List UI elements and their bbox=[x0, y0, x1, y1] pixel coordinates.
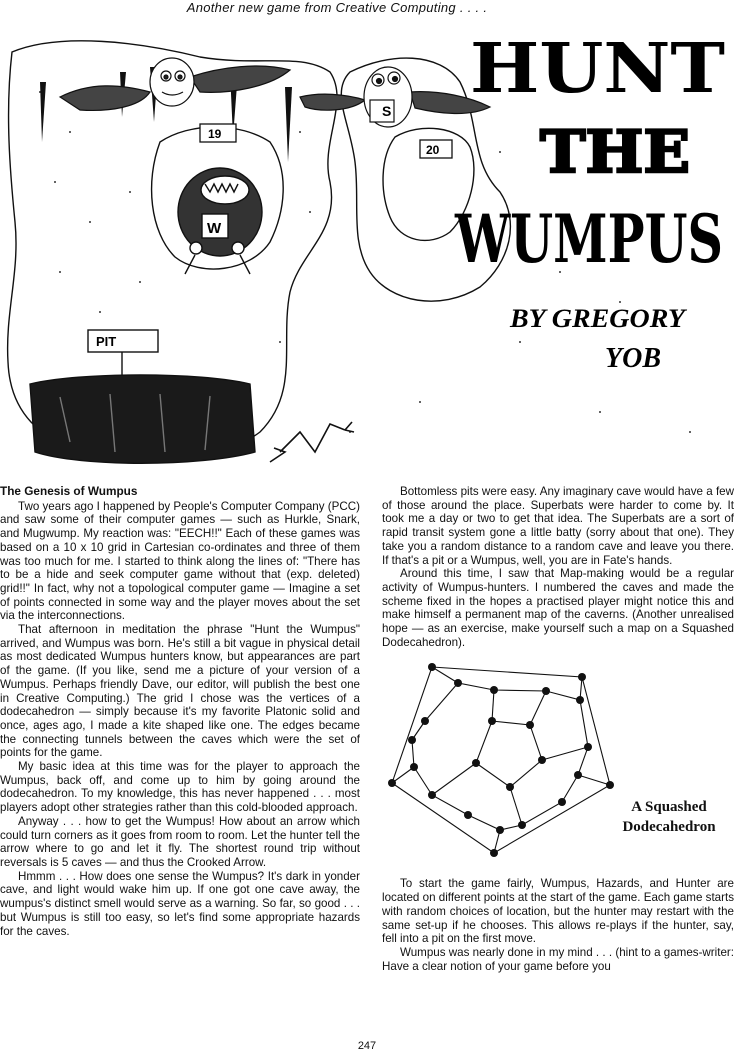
article-column-left bbox=[0, 485, 360, 938]
byline-name: BY GREGORY bbox=[508, 304, 688, 333]
cave-number-20: 20 bbox=[426, 143, 440, 157]
title-hunt: HUNT bbox=[470, 29, 725, 109]
superbat-drawing bbox=[300, 67, 490, 127]
bat-left-drawing bbox=[60, 58, 290, 110]
title-illustration bbox=[0, 12, 734, 477]
pit-sign-text: PIT bbox=[96, 334, 117, 349]
tagline-text: Another new game from Creative Computing . . . . bbox=[186, 0, 488, 15]
paragraph: Around this time, I saw that Map-making would be a regular activity of Wumpus-hunters. I numbered the caves and made the scheme fixed in the hopes a practised player might notice this and make himself a permanent map of the caverns. (Another unrealised hope — as an exercise, make yourself such a map on a Squashed Dodecahedron). bbox=[382, 567, 734, 649]
wumpus-badge-letter: W bbox=[207, 220, 222, 237]
article-column-right bbox=[382, 485, 734, 973]
title-wumpus: WUMPUS bbox=[454, 200, 723, 278]
dodecahedron-graph bbox=[382, 655, 732, 875]
title-the: THE bbox=[540, 118, 690, 186]
bat-badge-letter: S bbox=[382, 103, 392, 119]
paragraph: Wumpus was nearly done in my mind . . . (hint to a games-writer: Have a clear notion of your game before you bbox=[382, 945, 734, 973]
section-heading: The Genesis of Wumpus bbox=[0, 484, 138, 498]
paragraph: Two years ago I happened by People's Computer Company (PCC) and saw some of their computer games — such as Hurkle, Snark, and Mugwump. My reaction was: "EECH!!" Each of these games was based on a 10 x 10 grid in Cartesian co-ordinates and three of them was too much for me. I started to think along the lines of: "There has to be a hide and seek computer game without that (exp. deleted) grid!!" In fact, why not a topological computer game — Imagine a set of points connected in some way and the player moves about the set via the interconnections. bbox=[0, 499, 360, 623]
figure-caption-line-1: A Squashed bbox=[631, 799, 707, 816]
pit-drawing bbox=[30, 330, 255, 463]
cave-number-19: 19 bbox=[208, 127, 222, 141]
paragraph: Hmmm . . . How does one sense the Wumpus? It's dark in yonder cave, and light would wake him up. If one got one cave away, the wumpus's distinct smell would serve as a warning. So far, so good . . . but Wumpus is still too easy, so let's find some appropriate hazards for the caves. bbox=[0, 869, 360, 938]
byline-surname: YOB bbox=[605, 343, 661, 374]
paragraph: Bottomless pits were easy. Any imaginary cave would have a few of those around the place. Superbats were harder to come by. It took me a day or two to get that idea. The Superbats are a sort of rapid transit system gone a little batty (sorry about that one). They take you a random distance to a random cave and leave you there. If that's a pit or a Wumpus, well, you are in Fate's hands. bbox=[382, 485, 734, 567]
figure-squashed-dodecahedron bbox=[382, 655, 734, 875]
paragraph: My basic idea at this time was for the player to approach the Wumpus, back off, and come up to him by going around the dodecahedron. To my knowledge, this has never happened . . . most players adopt other strategies rather than this cold-blooded approach. bbox=[0, 760, 360, 815]
figure-caption-line-2: Dodecahedron bbox=[622, 819, 716, 836]
crooked-arrow-drawing bbox=[270, 422, 354, 462]
page-number: 247 bbox=[357, 1040, 377, 1052]
paragraph: To start the game fairly, Wumpus, Hazards, and Hunter are located on different points at the start of the game. Each game starts with random choices of location, but the hunter may restart with the same set-up if he chooses. This allows re-plays if the hunter, say, fell into a pit on the first move. bbox=[382, 877, 734, 946]
figure-caption bbox=[604, 797, 734, 837]
paragraph: That afternoon in meditation the phrase "Hunt the Wumpus" arrived, and Wumpus was born. He's still a bit vague in physical detail as most dedicated Wumpus hunters know, but appearances are part of the game. (If you like, send me a picture of your version of a Wumpus. Perhaps friendly Dave, our editor, will publish the best one in Creative Computing.) The grid I chose was the vertices of a dodecahedron — simply because it's my favorite Platonic solid and once, ages ago, I made a kite shaped like one. The edges became the connecting tunnels between the caves which were the set of points for the game. bbox=[0, 623, 360, 760]
paragraph: Anyway . . . how to get the Wumpus! How about an arrow which could turn corners as it goes from room to room. Let the hunter tell the arrow where to go and let it fly. The shortest round trip without reversals is 5 caves — and thus the Crooked Arrow. bbox=[0, 814, 360, 869]
